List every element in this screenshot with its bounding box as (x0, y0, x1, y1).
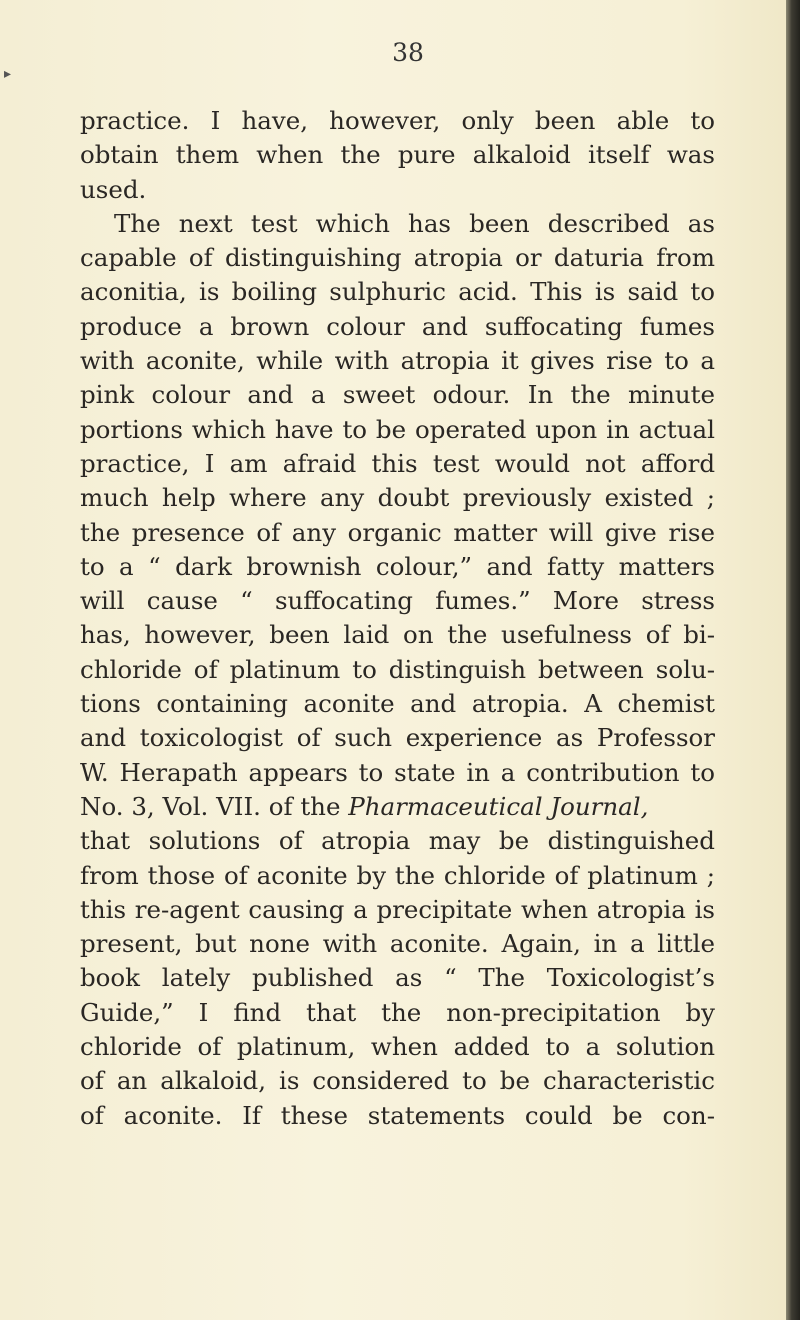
text-line: from those of aconite by the chloride of platinum ; (80, 860, 715, 890)
text-line: to a “ dark brownish colour,” and fatty matters (80, 551, 715, 581)
text-line: aconitia, is boiling sulphuric acid. This is said to (80, 277, 715, 307)
text-line: this re-agent causing a precipitate when atropia is (80, 894, 715, 924)
text-line: has, however, been laid on the usefulness of bi- (80, 620, 715, 650)
text-line: obtain them when the pure alkaloid itself was (80, 140, 715, 170)
text-line: present, but none with aconite. Again, in a little (80, 929, 715, 959)
text-line: chloride of platinum, when added to a solution (80, 1032, 715, 1062)
text-line: of aconite. If these statements could be con- (80, 1100, 715, 1130)
text-line: portions which have to be operated upon in actual (80, 414, 715, 444)
text-segment: No. 3, Vol. VII. of the (80, 791, 341, 821)
text-line: practice, I am afraid this test would not afford (80, 448, 715, 478)
text-line: The next test which has been described as (114, 208, 715, 238)
text-line: capable of distinguishing atropia or daturia from (80, 243, 715, 273)
text-line: practice. I have, however, only been able to (80, 106, 715, 135)
margin-mark: ▸ (4, 66, 12, 82)
text-line: W. Herapath appears to state in a contribution to (80, 757, 715, 787)
text-line: and toxicologist of such experience as Professor (80, 723, 715, 753)
text-line: the presence of any organic matter will give rise (80, 517, 715, 547)
text-line: pink colour and a sweet odour. In the minute (80, 380, 715, 410)
body-text (80, 104, 715, 1133)
journal-title: Pharmaceutical Journal, (348, 791, 649, 821)
text-line: that solutions of atropia may be distinguished (80, 826, 715, 856)
text-line: with aconite, while with atropia it gives rise to a (80, 346, 715, 376)
page-number: 38 (392, 38, 424, 67)
text-line: will cause “ suffocating fumes.” More stress (80, 586, 715, 616)
text-line: chloride of platinum to distinguish between solu- (80, 654, 715, 684)
text-line: much help where any doubt previously existed ; (80, 483, 715, 513)
text-line: of an alkaloid, is considered to be characteristic (80, 1066, 715, 1096)
text-line: Guide,” I find that the non-precipitation by (80, 997, 715, 1027)
text-line-with-citation (80, 790, 715, 824)
text-line: tions containing aconite and atropia. A chemist (80, 689, 715, 719)
text-line: book lately published as “ The Toxicologist’s (80, 963, 715, 993)
page-edge-shadow (786, 0, 800, 1320)
text-line: used. (80, 174, 147, 204)
text-line: produce a brown colour and suffocating fumes (80, 311, 715, 341)
